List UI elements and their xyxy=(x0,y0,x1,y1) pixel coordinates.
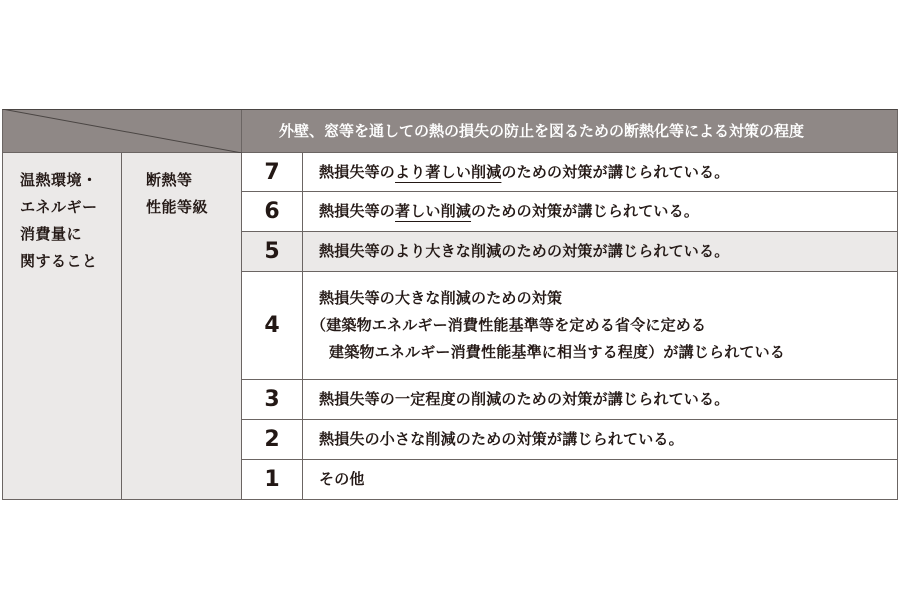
grade-number-2: 2 xyxy=(242,420,303,460)
grade-number-6: 6 xyxy=(242,192,303,232)
emphasis-underline: より著しい削減 xyxy=(395,162,502,181)
grade-number-7: 7 xyxy=(242,153,303,192)
insulation-grade-table xyxy=(2,109,898,500)
grade-number-5: 5 xyxy=(242,232,303,272)
grade-description-2: 熱損失の小さな削減のための対策が講じられている。 xyxy=(303,420,898,460)
grade-description-3: 熱損失等の一定程度の削減のための対策が講じられている。 xyxy=(303,380,898,420)
grade-4-line: （建築物エネルギー消費性能基準等を定める省令に定める xyxy=(311,316,707,334)
level-name-cell xyxy=(122,153,242,500)
category-line: 消費量に xyxy=(20,225,83,243)
grade-description-7: 熱損失等のより著しい削減のための対策が講じられている。 xyxy=(303,153,898,192)
category-line: 関すること xyxy=(20,252,98,270)
category-text xyxy=(20,167,121,275)
grade-4-line: 熱損失等の大きな削減のための対策 xyxy=(319,289,563,307)
diagonal-divider xyxy=(2,109,242,153)
grade-number-1: 1 xyxy=(242,460,303,500)
grade-description-4 xyxy=(303,272,898,380)
level-name-text xyxy=(146,167,241,221)
grade-description-1: その他 xyxy=(303,460,898,500)
level-name-line: 性能等級 xyxy=(146,198,209,216)
level-name-line: 断熱等 xyxy=(146,171,193,189)
measure-header-cell xyxy=(242,109,898,153)
corner-header-cell xyxy=(2,109,242,153)
measure-header-text: 外壁、窓等を通しての熱の損失の防止を図るための断熱化等による対策の程度 xyxy=(279,122,805,140)
grade-description-6: 熱損失等の著しい削減のための対策が講じられている。 xyxy=(303,192,898,232)
grade-number-4: 4 xyxy=(242,272,303,380)
grade-description-5: 熱損失等のより大きな削減のための対策が講じられている。 xyxy=(303,232,898,272)
grade-4-line: 建築物エネルギー消費性能基準に相当する程度）が講じられている xyxy=(329,343,786,361)
category-cell xyxy=(2,153,122,500)
emphasis-underline: 著しい削減 xyxy=(395,202,472,220)
category-line: エネルギー xyxy=(20,198,98,216)
category-line: 温熱環境・ xyxy=(20,171,98,189)
grade-number-3: 3 xyxy=(242,380,303,420)
